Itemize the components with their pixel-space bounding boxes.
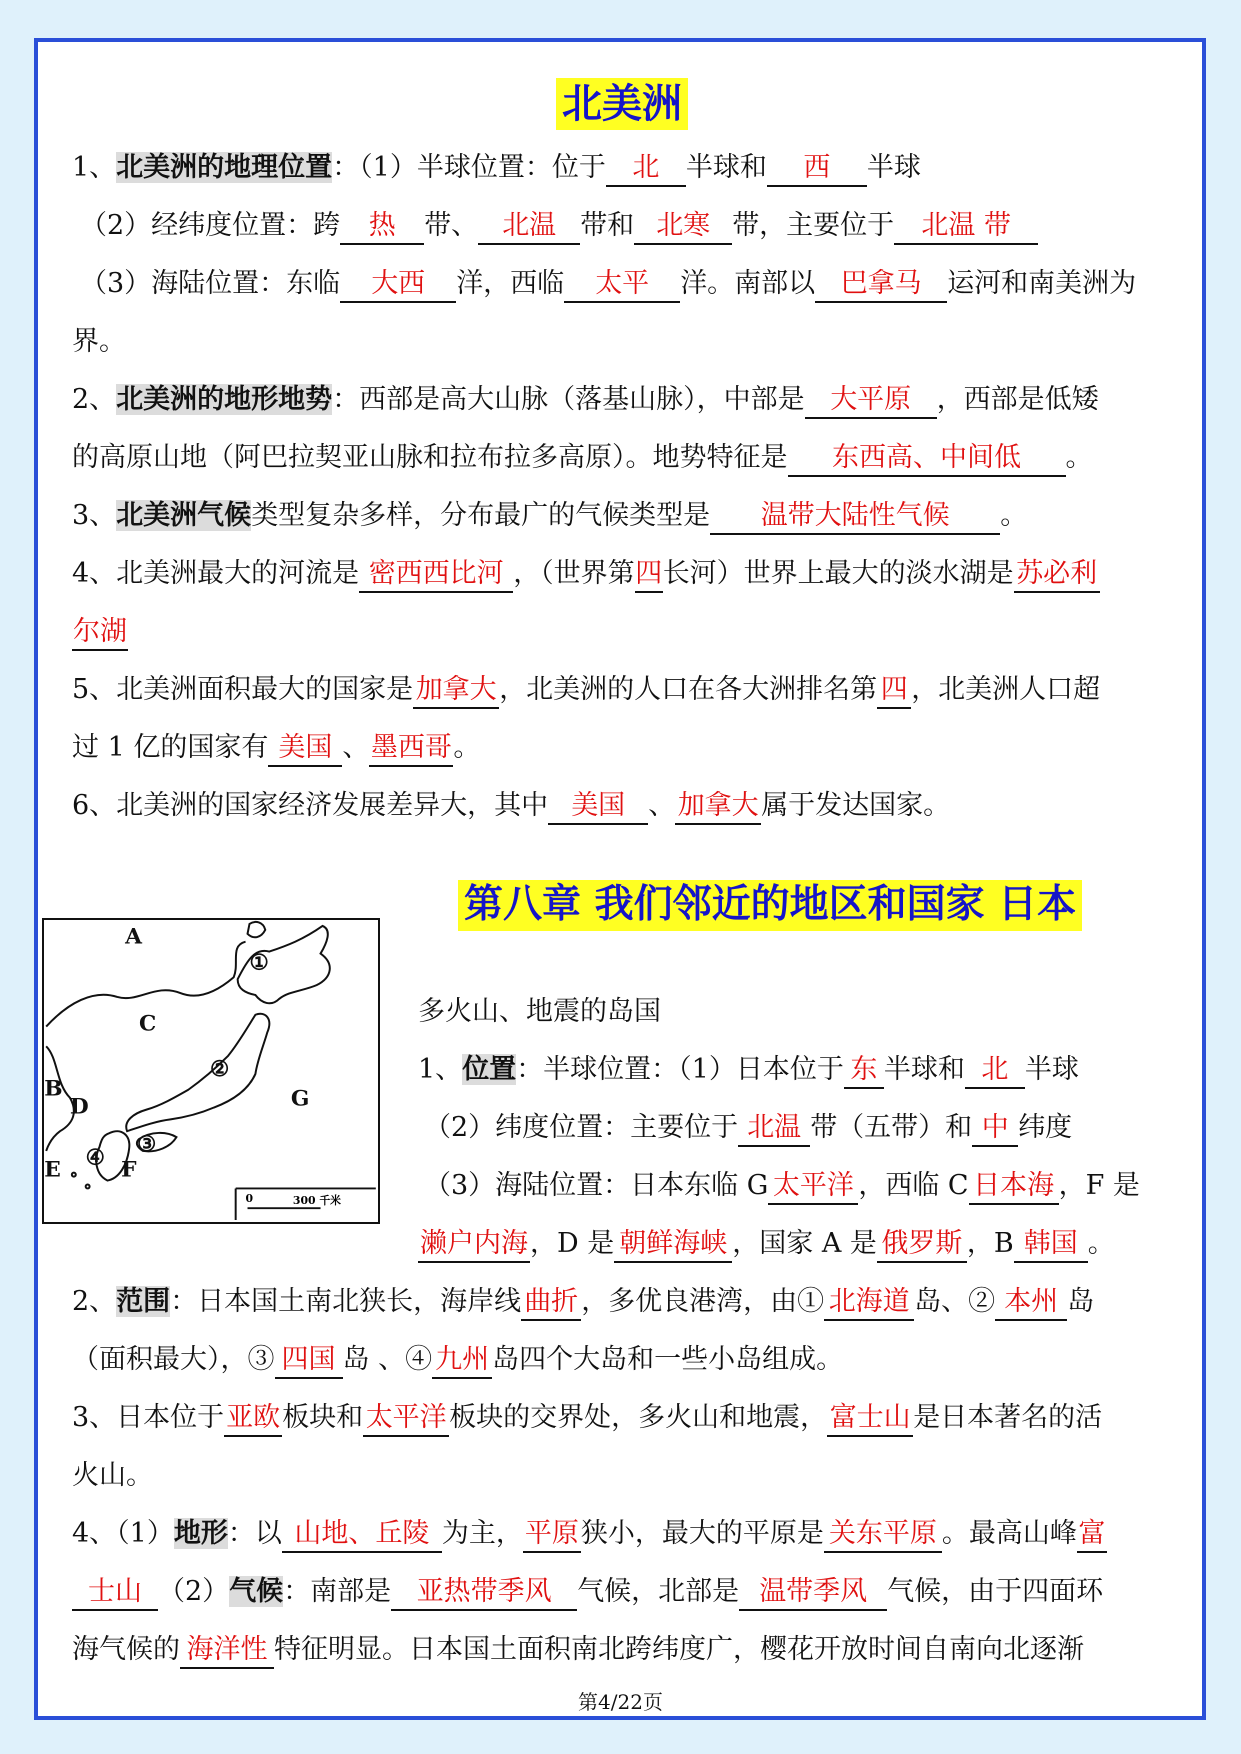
na-line-11 bbox=[72, 728, 480, 768]
text: 纬度 bbox=[1018, 1112, 1073, 1143]
answer-blank: 美国 bbox=[268, 731, 342, 767]
answer-blank: 关东平原 bbox=[824, 1517, 942, 1553]
answer-blank: 东西高、中间低 bbox=[788, 441, 1066, 477]
text: 岛 bbox=[1067, 1286, 1095, 1317]
text: 狭小，最大的平原是 bbox=[580, 1518, 824, 1549]
answer-blank: 温带季风 bbox=[739, 1575, 887, 1611]
jp-line-8 bbox=[72, 1456, 153, 1496]
jp-line-11 bbox=[72, 1630, 1084, 1670]
text: ：以 bbox=[227, 1518, 282, 1549]
section-title-north-america: 北美洲 bbox=[556, 78, 688, 130]
text: 过 1 亿的国家有 bbox=[72, 732, 269, 763]
text: ，（世界第 bbox=[513, 558, 635, 589]
map-marker-4: ④ bbox=[85, 1145, 106, 1171]
map-label-e: E bbox=[44, 1157, 61, 1183]
map-label-a: A bbox=[125, 924, 142, 950]
na-line-12 bbox=[72, 786, 950, 826]
text: 半球和 bbox=[883, 1054, 965, 1085]
answer-blank: 巴拿马 bbox=[815, 267, 947, 303]
text: 3、 bbox=[72, 500, 117, 531]
map-marker-2: ② bbox=[210, 1056, 230, 1082]
answer-blank: 尔湖 bbox=[72, 615, 128, 651]
na-line-8 bbox=[72, 554, 1100, 594]
answer-blank: 北温 bbox=[478, 209, 580, 245]
scale-label: 300 千米 bbox=[292, 1194, 342, 1208]
scale-zero: 0 bbox=[245, 1192, 254, 1206]
answer-blank: 平原 bbox=[523, 1517, 581, 1553]
text: （2）纬度位置：主要位于 bbox=[424, 1112, 739, 1143]
text: （2）经纬度位置：跨 bbox=[80, 210, 341, 241]
answer-blank: 北 bbox=[965, 1053, 1025, 1089]
text: ：半球位置：（1）日本位于 bbox=[516, 1054, 844, 1085]
text: 1、 bbox=[72, 152, 117, 183]
answer-blank: 大平原 bbox=[805, 383, 937, 419]
text: ，西临 C bbox=[858, 1170, 969, 1201]
answer-blank: 四 bbox=[635, 557, 663, 593]
text: 1、 bbox=[418, 1054, 463, 1085]
answer-blank: 富 bbox=[1077, 1517, 1107, 1553]
text: 4、（1） bbox=[72, 1518, 174, 1549]
text: 、 bbox=[342, 732, 370, 763]
answer-blank: 海洋性 bbox=[180, 1633, 274, 1669]
text: ，D 是 bbox=[530, 1228, 615, 1259]
text: 的高原山地（阿巴拉契亚山脉和拉布拉多高原）。地势特征是 bbox=[72, 442, 788, 473]
answer-blank: 富士山 bbox=[827, 1401, 913, 1437]
text: 板块和 bbox=[282, 1402, 364, 1433]
answer-blank: 太平 bbox=[564, 267, 680, 303]
text: 3、日本位于 bbox=[72, 1402, 225, 1433]
jp-line-5 bbox=[72, 1282, 1094, 1322]
text: （2） bbox=[158, 1576, 230, 1607]
text: ：西部是高大山脉（落基山脉），中部是 bbox=[332, 384, 805, 415]
highlight-term: 地形 bbox=[173, 1518, 228, 1549]
text: ，F 是 bbox=[1058, 1170, 1140, 1201]
text: 洋，西临 bbox=[456, 268, 565, 299]
answer-blank: 大西 bbox=[340, 267, 456, 303]
answer-blank: 加拿大 bbox=[413, 673, 499, 709]
answer-blank: 四国 bbox=[275, 1343, 343, 1379]
text: （面积最大），③ bbox=[72, 1344, 275, 1375]
small-island bbox=[72, 1173, 76, 1177]
sakhalin-island bbox=[248, 922, 266, 937]
jp-line-7 bbox=[72, 1398, 1102, 1438]
answer-blank: 美国 bbox=[548, 789, 648, 825]
highlight-term: 范围 bbox=[116, 1286, 171, 1317]
answer-blank: 墨西哥 bbox=[369, 731, 453, 767]
text: ，北美洲人口超 bbox=[911, 674, 1101, 705]
text: 。 bbox=[453, 732, 481, 763]
text: 岛 、④ bbox=[342, 1344, 433, 1375]
text: 岛、② bbox=[914, 1286, 996, 1317]
text: 为主， bbox=[441, 1518, 523, 1549]
text: ：南部是 bbox=[283, 1576, 392, 1607]
text: 6、北美洲的国家经济发展差异大，其中 bbox=[72, 790, 549, 821]
text: 5、北美洲面积最大的国家是 bbox=[72, 674, 414, 705]
text: 带，主要位于 bbox=[732, 210, 895, 241]
answer-blank: 曲折 bbox=[521, 1285, 581, 1321]
highlight-term: 北美洲的地理位置 bbox=[116, 152, 333, 183]
answer-blank: 濑户内海 bbox=[418, 1227, 530, 1263]
text: 板块的交界处，多火山和地震， bbox=[449, 1402, 828, 1433]
text: 带、 bbox=[424, 210, 479, 241]
text: 带（五带）和 bbox=[810, 1112, 973, 1143]
highlight-term: 北美洲气候 bbox=[116, 500, 252, 531]
text: 属于发达国家。 bbox=[761, 790, 951, 821]
answer-blank: 本州 bbox=[995, 1285, 1067, 1321]
text: ，国家 A 是 bbox=[732, 1228, 877, 1259]
answer-blank: 热 bbox=[340, 209, 424, 245]
text: 类型复杂多样，分布最广的气候类型是 bbox=[251, 500, 711, 531]
na-line-9 bbox=[72, 612, 128, 652]
text: 4、北美洲最大的河流是 bbox=[72, 558, 360, 589]
text: 半球和 bbox=[685, 152, 767, 183]
text: 2、 bbox=[72, 384, 117, 415]
text: 气候，由于四面环 bbox=[887, 1576, 1104, 1607]
text: ，B bbox=[966, 1228, 1014, 1259]
text: 。最高山峰 bbox=[941, 1518, 1077, 1549]
answer-blank: 亚欧 bbox=[224, 1401, 282, 1437]
text: 带和 bbox=[580, 210, 635, 241]
text: 半球 bbox=[866, 152, 921, 183]
answer-blank: 韩国 bbox=[1014, 1227, 1088, 1263]
answer-blank: 九州 bbox=[432, 1343, 492, 1379]
answer-blank: 北温 bbox=[738, 1111, 810, 1147]
jp-line-1 bbox=[418, 1050, 1079, 1090]
map-label-g: G bbox=[290, 1086, 310, 1112]
text: 。 bbox=[1065, 442, 1093, 473]
text: （3）海陆位置：日本东临 G bbox=[424, 1170, 769, 1201]
na-line-6 bbox=[72, 438, 1093, 478]
small-island bbox=[86, 1184, 90, 1188]
text: 半球 bbox=[1024, 1054, 1079, 1085]
text: 特征明显。日本国土面积南北跨纬度广，樱花开放时间自南向北逐渐 bbox=[274, 1634, 1084, 1665]
text: （3）海陆位置：东临 bbox=[80, 268, 341, 299]
text: 2、 bbox=[72, 1286, 117, 1317]
section-title-japan: 第八章 我们邻近的地区和国家 日本 bbox=[458, 880, 1082, 931]
answer-blank: 士山 bbox=[72, 1575, 158, 1611]
answer-blank: 密西西比河 bbox=[359, 557, 513, 593]
answer-blank: 北海道 bbox=[824, 1285, 914, 1321]
answer-blank: 四 bbox=[877, 673, 911, 709]
answer-blank: 太平洋 bbox=[768, 1169, 858, 1205]
map-marker-1: ① bbox=[249, 950, 269, 976]
jp-subtitle: 多火山、地震的岛国 bbox=[418, 996, 661, 1027]
answer-blank: 朝鲜海峡 bbox=[614, 1227, 732, 1263]
page-number: 第4/22页 bbox=[578, 1690, 663, 1714]
map-label-c: C bbox=[138, 1011, 157, 1037]
answer-blank: 苏必利 bbox=[1014, 557, 1100, 593]
answer-blank: 东 bbox=[844, 1053, 884, 1089]
text: ，多优良港湾，由① bbox=[581, 1286, 825, 1317]
na-line-2 bbox=[80, 206, 1038, 246]
text: 岛四个大岛和一些小岛组成。 bbox=[492, 1344, 844, 1375]
text: 是日本著名的活 bbox=[913, 1402, 1103, 1433]
map-marker-3: ③ bbox=[136, 1131, 157, 1157]
text: ，北美洲的人口在各大洲排名第 bbox=[499, 674, 878, 705]
answer-blank: 中 bbox=[972, 1111, 1018, 1147]
text: 气候，北部是 bbox=[577, 1576, 740, 1607]
text: 界。 bbox=[72, 326, 126, 357]
na-line-1 bbox=[72, 148, 921, 188]
highlight-term: 气候 bbox=[229, 1576, 284, 1607]
answer-blank: 日本海 bbox=[969, 1169, 1059, 1205]
text: 运河和南美洲为 bbox=[947, 268, 1137, 299]
jp-line-3 bbox=[424, 1166, 1140, 1206]
answer-blank: 太平洋 bbox=[363, 1401, 449, 1437]
map-label-f: F bbox=[121, 1157, 137, 1183]
jp-line-9 bbox=[72, 1514, 1107, 1554]
answer-blank: 西 bbox=[767, 151, 867, 187]
na-line-4 bbox=[72, 322, 126, 362]
text: 。 bbox=[1087, 1228, 1115, 1259]
na-line-3 bbox=[80, 264, 1136, 304]
highlight-term: 位置 bbox=[462, 1054, 517, 1085]
map-label-b: B bbox=[44, 1076, 63, 1102]
text: 、 bbox=[648, 790, 676, 821]
answer-blank: 北温 带 bbox=[894, 209, 1038, 245]
answer-blank: 北寒 bbox=[634, 209, 732, 245]
text: 海气候的 bbox=[72, 1634, 180, 1665]
text: 洋。南部以 bbox=[680, 268, 816, 299]
japan-map bbox=[42, 918, 380, 1224]
answer-blank: 俄罗斯 bbox=[877, 1227, 967, 1263]
na-line-10 bbox=[72, 670, 1100, 710]
text: ：（1）半球位置：位于 bbox=[332, 152, 606, 183]
jp-line-2 bbox=[424, 1108, 1072, 1148]
answer-blank: 山地、丘陵 bbox=[282, 1517, 442, 1553]
answer-blank: 温带大陆性气候 bbox=[710, 499, 1000, 535]
na-line-5 bbox=[72, 380, 1099, 420]
answer-blank: 加拿大 bbox=[675, 789, 761, 825]
text: 火山。 bbox=[72, 1460, 153, 1491]
text: 。 bbox=[1000, 500, 1028, 531]
text: ：日本国土南北狭长，海岸线 bbox=[170, 1286, 522, 1317]
answer-blank: 亚热带季风 bbox=[391, 1575, 577, 1611]
map-label-d: D bbox=[69, 1094, 89, 1120]
jp-line-10 bbox=[72, 1572, 1103, 1612]
highlight-term: 北美洲的地形地势 bbox=[116, 384, 333, 415]
na-line-7 bbox=[72, 496, 1027, 536]
text: ，西部是低矮 bbox=[936, 384, 1099, 415]
jp-line-4 bbox=[418, 1224, 1115, 1264]
answer-blank: 北 bbox=[606, 151, 686, 187]
jp-line-6 bbox=[72, 1340, 843, 1380]
text: 长河）世界上最大的淡水湖是 bbox=[662, 558, 1014, 589]
